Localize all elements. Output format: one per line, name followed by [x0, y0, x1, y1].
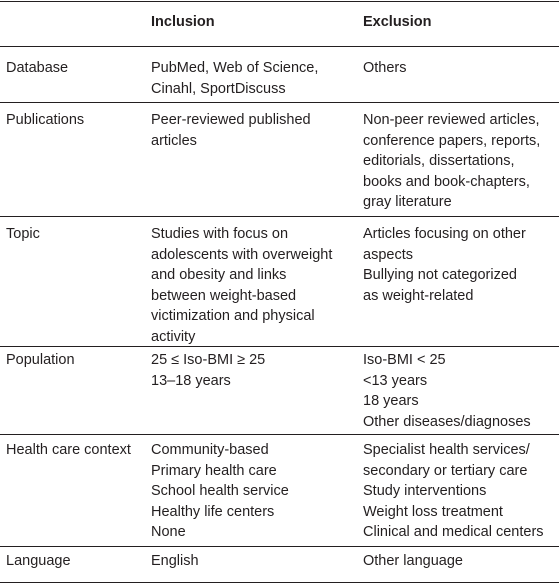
- exclusion-line: editorials, dissertations,: [363, 153, 515, 169]
- exclusion-line: Other diseases/diagnoses: [363, 413, 531, 430]
- inclusion-cell: [151, 350, 265, 391]
- exclusion-line: 18 years: [363, 393, 419, 409]
- exclusion-line: Weight loss treatment: [363, 503, 503, 520]
- inclusion-cell: [151, 440, 289, 543]
- exclusion-line: conference papers, reports,: [363, 132, 541, 149]
- inclusion-line: Studies with focus on: [151, 226, 289, 242]
- row-rule: [0, 102, 559, 103]
- row-label: Health care context: [6, 442, 131, 458]
- inclusion-line: victimization and physical: [151, 308, 315, 324]
- inclusion-line: PubMed, Web of Science,: [151, 60, 319, 76]
- exclusion-line: Articles focusing on other: [363, 226, 526, 242]
- inclusion-cell: [151, 551, 199, 572]
- header-rule: [0, 46, 559, 47]
- row-rule: [0, 434, 559, 435]
- exclusion-line: <13 years: [363, 372, 428, 389]
- exclusion-line: gray literature: [363, 194, 452, 210]
- row-rule: [0, 546, 559, 547]
- header-inclusion: Inclusion: [151, 14, 215, 30]
- row-label: Database: [6, 60, 69, 76]
- inclusion-line: between weight-based: [151, 287, 297, 304]
- exclusion-line: secondary or tertiary care: [363, 462, 528, 479]
- exclusion-line: Clinical and medical centers: [363, 524, 544, 540]
- inclusion-line: School health service: [151, 483, 289, 499]
- header-exclusion: Exclusion: [363, 14, 432, 30]
- inclusion-line: English: [151, 553, 199, 569]
- exclusion-line: Specialist health services/: [363, 442, 530, 458]
- exclusion-line: Others: [363, 60, 407, 76]
- exclusion-line: Other language: [363, 553, 463, 569]
- exclusion-line: books and book-chapters,: [363, 173, 530, 190]
- inclusion-line: Healthy life centers: [151, 503, 275, 520]
- inclusion-line: Primary health care: [151, 462, 277, 479]
- inclusion-line: Cinahl, SportDiscuss: [151, 80, 286, 97]
- exclusion-line: aspects: [363, 246, 413, 263]
- exclusion-line: as weight-related: [363, 287, 474, 304]
- inclusion-line: articles: [151, 132, 197, 149]
- exclusion-cell: [363, 440, 544, 543]
- inclusion-cell: [151, 110, 311, 151]
- exclusion-cell: [363, 350, 531, 432]
- row-label: Publications: [6, 112, 85, 128]
- inclusion-line: and obesity and links: [151, 267, 287, 283]
- exclusion-cell: [363, 224, 526, 306]
- exclusion-cell: [363, 110, 540, 213]
- row-rule: [0, 216, 559, 217]
- inclusion-line: 25 ≤ Iso-BMI ≥ 25: [151, 352, 266, 368]
- inclusion-line: Peer-reviewed published: [151, 112, 311, 128]
- inclusion-line: adolescents with overweight: [151, 246, 333, 263]
- inclusion-line: activity: [151, 328, 196, 345]
- exclusion-line: Bullying not categorized: [363, 267, 517, 283]
- inclusion-line: 13–18 years: [151, 372, 231, 389]
- exclusion-cell: [363, 58, 407, 79]
- inclusion-line: Community-based: [151, 442, 269, 458]
- exclusion-cell: [363, 551, 463, 572]
- row-label: Topic: [6, 226, 40, 242]
- inclusion-cell: [151, 58, 318, 99]
- bottom-rule: [0, 582, 559, 583]
- exclusion-line: Non-peer reviewed articles,: [363, 112, 540, 128]
- inclusion-cell: [151, 224, 332, 347]
- inclusion-line: None: [151, 524, 186, 540]
- exclusion-line: Iso-BMI < 25: [363, 352, 446, 368]
- row-rule: [0, 346, 559, 347]
- row-label: Language: [6, 553, 71, 569]
- top-rule: [0, 1, 559, 2]
- row-label: Population: [6, 352, 75, 368]
- exclusion-line: Study interventions: [363, 483, 487, 499]
